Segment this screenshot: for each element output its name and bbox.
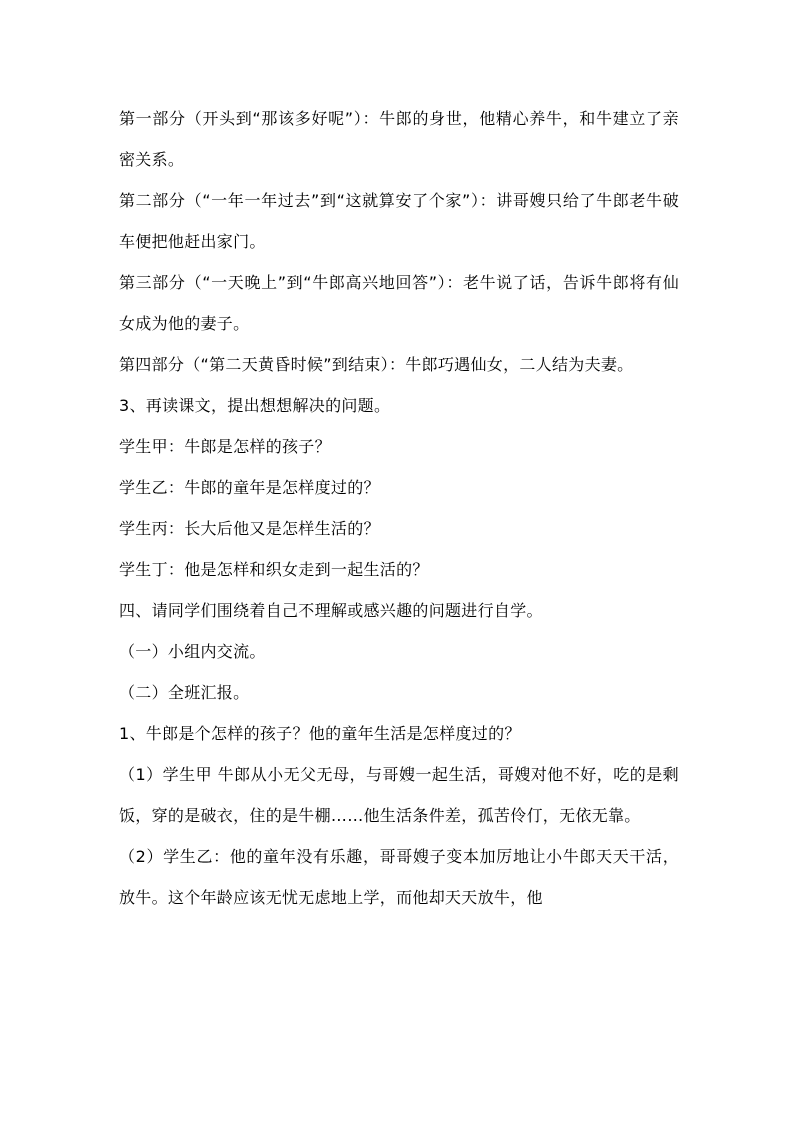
paragraph-section-four: 四、请同学们围绕着自己不理解或感兴趣的问题进行自学。 bbox=[119, 601, 543, 620]
paragraph-part-two: 第二部分（“一年一年过去”到“这就算安了个家”）：讲哥嫂只给了牛郎老牛破车便把他赶出家门。 bbox=[119, 191, 679, 251]
paragraph-question-one: 1、牛郎是个怎样的孩子？他的童年生活是怎样度过的？ bbox=[119, 724, 521, 743]
paragraph-part-three: 第三部分（“一天晚上”到“牛郎高兴地回答”）：老牛说了话，告诉牛郎将有仙女成为他的妻子。 bbox=[119, 273, 679, 333]
paragraph-group-exchange: （一）小组内交流。 bbox=[119, 642, 266, 661]
paragraph-student-a-question: 学生甲：牛郎是怎样的孩子？ bbox=[119, 437, 331, 456]
paragraph-student-d-question: 学生丁：他是怎样和织女走到一起生活的？ bbox=[119, 560, 429, 579]
paragraph-student-c-question: 学生丙：长大后他又是怎样生活的？ bbox=[119, 519, 380, 538]
paragraph-part-one: 第一部分（开头到“那该多好呢”）：牛郎的身世，他精心养牛，和牛建立了亲密关系。 bbox=[119, 109, 679, 169]
paragraph-part-four: 第四部分（“第二天黄昏时候”到结束）：牛郎巧遇仙女，二人结为夫妻。 bbox=[119, 355, 634, 374]
paragraph-student-b-question: 学生乙：牛郎的童年是怎样度过的？ bbox=[119, 478, 380, 497]
paragraph-class-report: （二）全班汇报。 bbox=[119, 683, 250, 702]
paragraph-answer-one: （1）学生甲 牛郎从小无父无母，与哥嫂一起生活，哥嫂对他不好，吃的是剩饭，穿的是破衣，住的是牛棚……他生活条件差，孤苦伶仃，无依无靠。 bbox=[119, 765, 679, 825]
paragraph-step-three: 3、再读课文，提出想想解决的问题。 bbox=[119, 396, 391, 415]
document-body bbox=[119, 98, 679, 918]
paragraph-answer-two: （2）学生乙：他的童年没有乐趣，哥哥嫂子变本加厉地让小牛郎天天干活，放牛。这个年龄应该无忧无虑地上学，而他却天天放牛，他 bbox=[119, 847, 679, 907]
